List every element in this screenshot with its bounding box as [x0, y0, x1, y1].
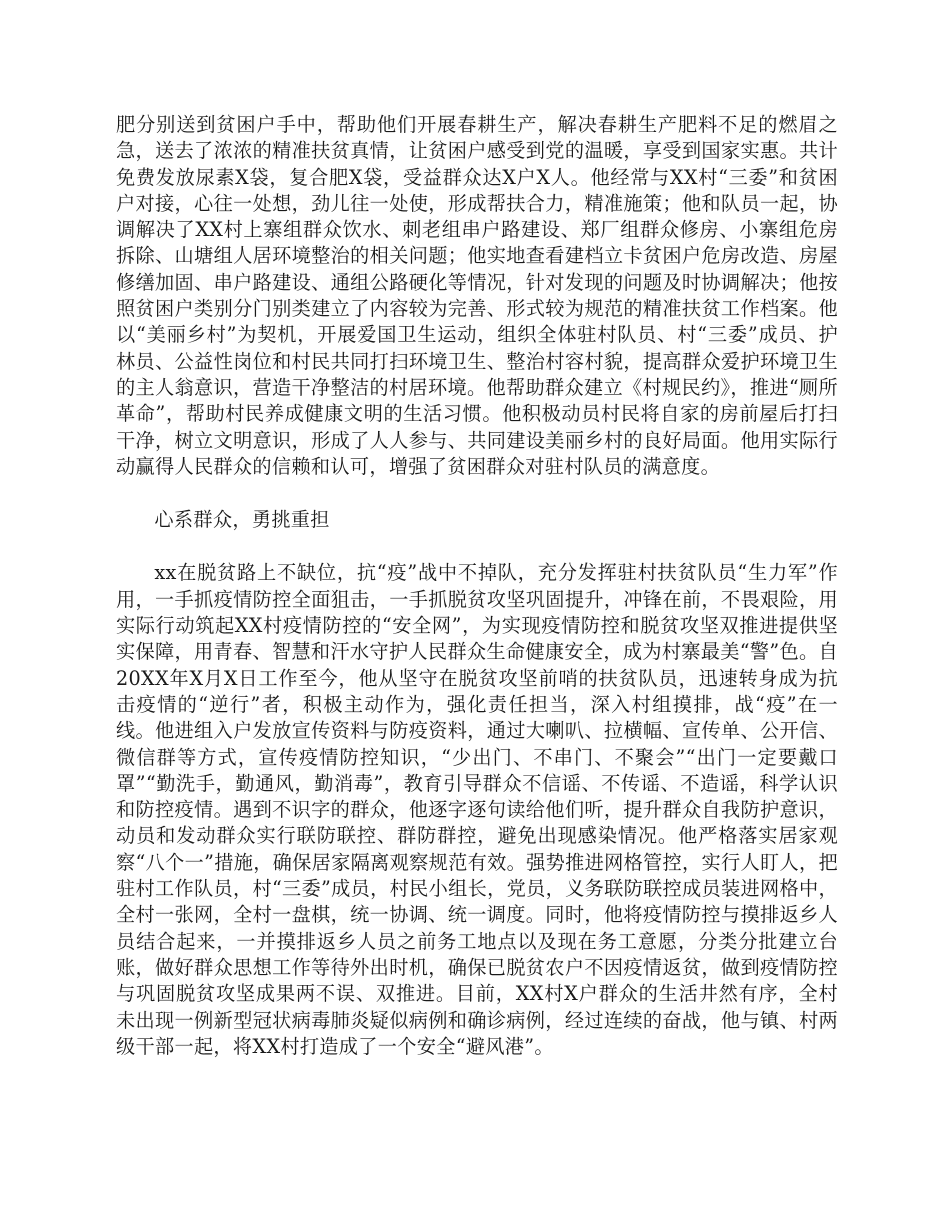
document-page	[116, 112, 838, 1060]
section-heading: 心系群众，勇挑重担	[154, 508, 330, 532]
body-paragraph-1: 肥分别送到贫困户手中，帮助他们开展春耕生产，解决春耕生产肥料不足的燃眉之急，送去了浓浓的精准扶贫真情，让贫困户感受到党的温暖，享受到国家实惠。共计免费发放尿素X袋，复合肥X袋，受益群众达X户X人。他经常与XX村“三委”和贫困户对接，心往一处想，劲儿往一处使，形成帮扶合力，精准施策；他和队员一起，协调解决了XX村上寨组群众饮水、刺老组串户路建设、郑厂组群众修房、小寨组危房拆除、山塘组人居环境整治的相关问题；他实地查看建档立卡贫困户危房改造、房屋修缮加固、串户路建设、通组公路硬化等情况，针对发现的问题及时协调解决；他按照贫困户类别分门别类建立了内容较为完善、形式较为规范的精准扶贫工作档案。他以“美丽乡村”为契机，开展爱国卫生运动，组织全体驻村队员、村“三委”成员、护林员、公益性岗位和村民共同打扫环境卫生、整治村容村貌，提高群众爱护环境卫生的主人翁意识，营造干净整洁的村居环境。他帮助群众建立《村规民约》，推进“厕所革命”，帮助村民养成健康文明的生活习惯。他积极动员村民将自家的房前屋后打扫干净，树立文明意识，形成了人人参与、共同建设美丽乡村的良好局面。他用实际行动赢得人民群众的信赖和认可，增强了贫困群众对驻村队员的满意度。	[116, 113, 838, 478]
body-paragraph-2: xx在脱贫路上不缺位，抗“疫”战中不掉队，充分发挥驻村扶贫队员“生力军”作用，一手抓疫情防控全面狙击，一手抓脱贫攻坚巩固提升，冲锋在前，不畏艰险，用实际行动筑起XX村疫情防控的“安全网”，为实现疫情防控和脱贫攻坚双推进提供坚实保障，用青春、智慧和汗水守护人民群众生命健康安全，成为村寨最美“警”色。自20XX年X月X日工作至今，他从坚守在脱贫攻坚前哨的扶贫队员，迅速转身成为抗击疫情的“逆行”者，积极主动作为，强化责任担当，深入村组摸排，战“疫”在一线。他进组入户发放宣传资料与防疫资料，通过大喇叭、拉横幅、宣传单、公开信、微信群等方式，宣传疫情防控知识，“少出门、不串门、不聚会”“出门一定要戴口罩”“勤洗手，勤通风，勤消毒”，教育引导群众不信谣、不传谣、不造谣，科学认识和防控疫情。遇到不识字的群众，他逐字逐句读给他们听，提升群众自我防护意识，动员和发动群众实行联防联控、群防群控，避免出现感染情况。他严格落实居家观察“八个一”措施，确保居家隔离观察规范有效。强势推进网格管控，实行人盯人，把驻村工作队员，村“三委”成员，村民小组长，党员，义务联防联控成员装进网格中，全村一张网，全村一盘棋，统一协调、统一调度。同时，他将疫情防控与摸排返乡人员结合起来，一并摸排返乡人员之前务工地点以及现在务工意愿，分类分批建立台账，做好群众思想工作等待外出时机，确保已脱贫农户不因疫情返贫，做到疫情防控与巩固脱贫攻坚成果两不误、双推进。目前，XX村X户群众的生活井然有序，全村未出现一例新型冠状病毒肺炎疑似病例和确诊病例，经过连续的奋战，他与镇、村两级干部一起，将XX村打造成了一个安全“避风港”。	[116, 561, 838, 1058]
paragraph-spacer	[116, 533, 838, 560]
paragraph-spacer	[116, 480, 838, 507]
